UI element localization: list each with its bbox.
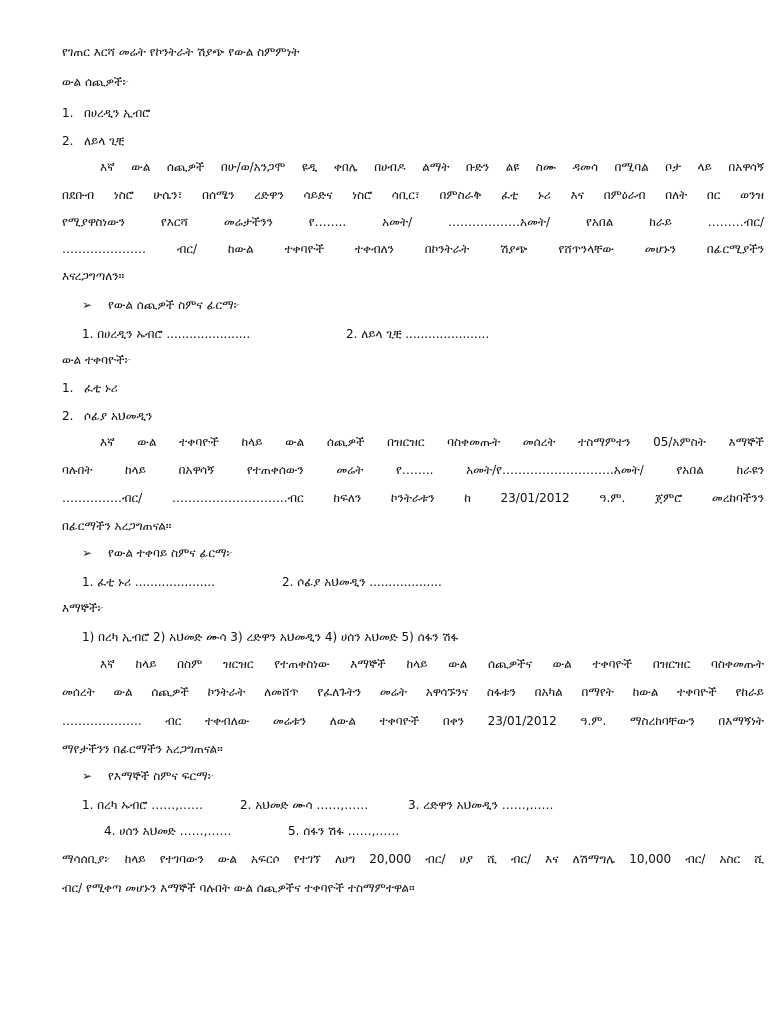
- seller-item: [62, 133, 124, 149]
- buyer-number: 2.: [62, 409, 74, 423]
- arrow-bullet-icon: ➢: [82, 298, 93, 312]
- paragraph-line: መሰረት ውል ሰጪዎች ኮንትራት ለመሸጥ የፈለጉትን መሬት አዋሳኙንና ስፋቱን በአካል በማየት ከውል ተቀባዮች የከራይ: [62, 685, 764, 699]
- paragraph-line: ባሉበት ከላይ በአዋሳኝ የተጠቀሰውን መሬት የ…….. አመት/የ……………………….አመት/ የአበል ከራዩን: [62, 463, 764, 477]
- witnesses-list: 1) በረካ ኢብሮ 2) አህመድ ሙሳ 3) ረድዋን አህመዲን 4) ሀሰን አህመድ 5) ሰፋን ሽፋ: [82, 630, 459, 644]
- paragraph-line: ……………ብር/ ………………………..ብር ከፍለን ኮንትራቱን ከ 23/01/2012 ዓ.ም. ጀምሮ መረከባችንን: [62, 491, 764, 505]
- witness-signature-line: 4. ሀሰን አህመድ ……,……: [104, 824, 232, 838]
- sellers-heading: ውል ሰጪዎች፦: [62, 75, 129, 89]
- document-title: የገጠር እርሻ መሬት የኮንትራት ሽያጭ የውል ስምምነት: [62, 45, 300, 59]
- paragraph-line: እኛ ውል ተቀባዮች ከላይ ውል ሰጪዎች በዝርዝር ባስቀመጡት መሰረት ተስማምተን 05/አምስት እማኞች: [100, 435, 764, 449]
- paragraph-line: እኛ ከላይ በስም ዝርዝር የተጠቀስነው እማኞች ከላይ ውል ሰጪዎችና ውል ተቀባዮች በዝርዝር ባስቀመጡት: [100, 657, 764, 671]
- buyer-name: ሶፊያ አህመዲን: [84, 409, 153, 423]
- sellers-sign-heading: ➢ የውል ሰጪዎች ስምና ፊርማ፦: [82, 298, 240, 312]
- paragraph-line: እኛ ውል ሰጪዎች በሁ/ወ/አንጋሞ ዩዲ ቀበሌ በሀብዶ ልማት ቡድን ልዩ ስሙ ዳመሳ በሚባል ቦታ ላይ በአዋሳኝ: [100, 160, 764, 174]
- witness-signature-line: 1. በረካ ኡብሮ ……,……: [82, 798, 204, 812]
- seller-number: 1.: [62, 106, 74, 120]
- paragraph-line: በፊርማችን አረጋግጠናል።: [62, 519, 172, 533]
- witness-signature-line: 2. አህመድ ሙሳ ……,……: [240, 798, 369, 812]
- buyer-item: [62, 380, 118, 396]
- paragraph-line: የሚያዋስነውን የእርሻ መሬታችንን የ…….. አመት/ ………………አመት/ የአበል ከራይ ………ብር/: [62, 215, 764, 229]
- buyer-signature-line: 2. ሶፊያ አህመዲን ...................: [282, 575, 442, 589]
- penalty-note-line: ብር/ የሚቀጣ መሆኑን እማኞች ባሉበት ውል ሰጪዎችና ተቀባዮች ተስማምተዋል።: [62, 881, 415, 895]
- seller-signature-line: 2. ለይላ ጊቺ ......................: [346, 327, 490, 341]
- witnesses-sign-heading: ➢ የእማኞች ስምና ፍርማ፦: [82, 769, 215, 783]
- paragraph-line: ………………… ብር/ ከውል ተቀባዮች ተቀብለን በኮንትራት ሽያጭ የሸጥንላቸው መሆኑን በፊርሚያችን: [62, 242, 764, 256]
- witness-signature-line: 5. ሰፋን ሽፋ ……,……: [288, 824, 400, 838]
- arrow-bullet-icon: ➢: [82, 546, 93, 560]
- buyers-heading: ውል ተቀባዮች፦: [62, 353, 131, 367]
- buyer-number: 1.: [62, 381, 74, 395]
- paragraph-line: እናረጋግጣለን።: [62, 269, 125, 283]
- arrow-bullet-icon: ➢: [82, 769, 93, 783]
- seller-item: [62, 105, 150, 121]
- seller-signature-line: 1. በሀረዲን ኡብሮ ......................: [82, 327, 251, 341]
- seller-name: ለይላ ጊቺ: [84, 134, 125, 148]
- buyers-sign-heading: ➢ የውል ተቀባይ ስምና ፊርማ፦: [82, 546, 233, 560]
- paragraph-line: ……………….. ብር ተቀብለው መሬቱን ለውል ተቀባዮች በቀን 23/01/2012 ዓ.ም. ማስረከባቸውን በእማኝነት: [62, 714, 764, 728]
- buyer-signature-line: 1. ፈቲ ኑሪ .....................: [82, 575, 215, 589]
- buyer-name: ፈቲ ኑሪ: [84, 381, 118, 395]
- seller-name: በሀረዲን ኢብሮ: [84, 106, 151, 120]
- witnesses-heading: እማኞች፦: [62, 601, 104, 615]
- paragraph-line: በደቡብ ነስሮ ሁሴን፣ በሰሜን ረድዋን ሳይድና ነስሮ ሳቢር፣ በምስራቅ ፈቲ ኑሪ እና በምዕራብ በለት በር ወንዝ: [62, 188, 764, 202]
- paragraph-line: ማየታችንን በፊርማችን አረጋግጠናል።: [62, 742, 223, 756]
- penalty-note-line: ማሳሰቢያ፦ ከላይ የተገባውን ውል አፍርሶ የተገኘ ለሀግ 20,000 ብር/ ሀያ ሺ ብር/ እና ለሽማግሌ 10,000 ብር/ አስር ሺ: [62, 852, 764, 866]
- witness-signature-line: 3. ረድዋን አህመዲን ……,……: [408, 798, 554, 812]
- buyer-item: [62, 408, 152, 424]
- seller-number: 2.: [62, 134, 74, 148]
